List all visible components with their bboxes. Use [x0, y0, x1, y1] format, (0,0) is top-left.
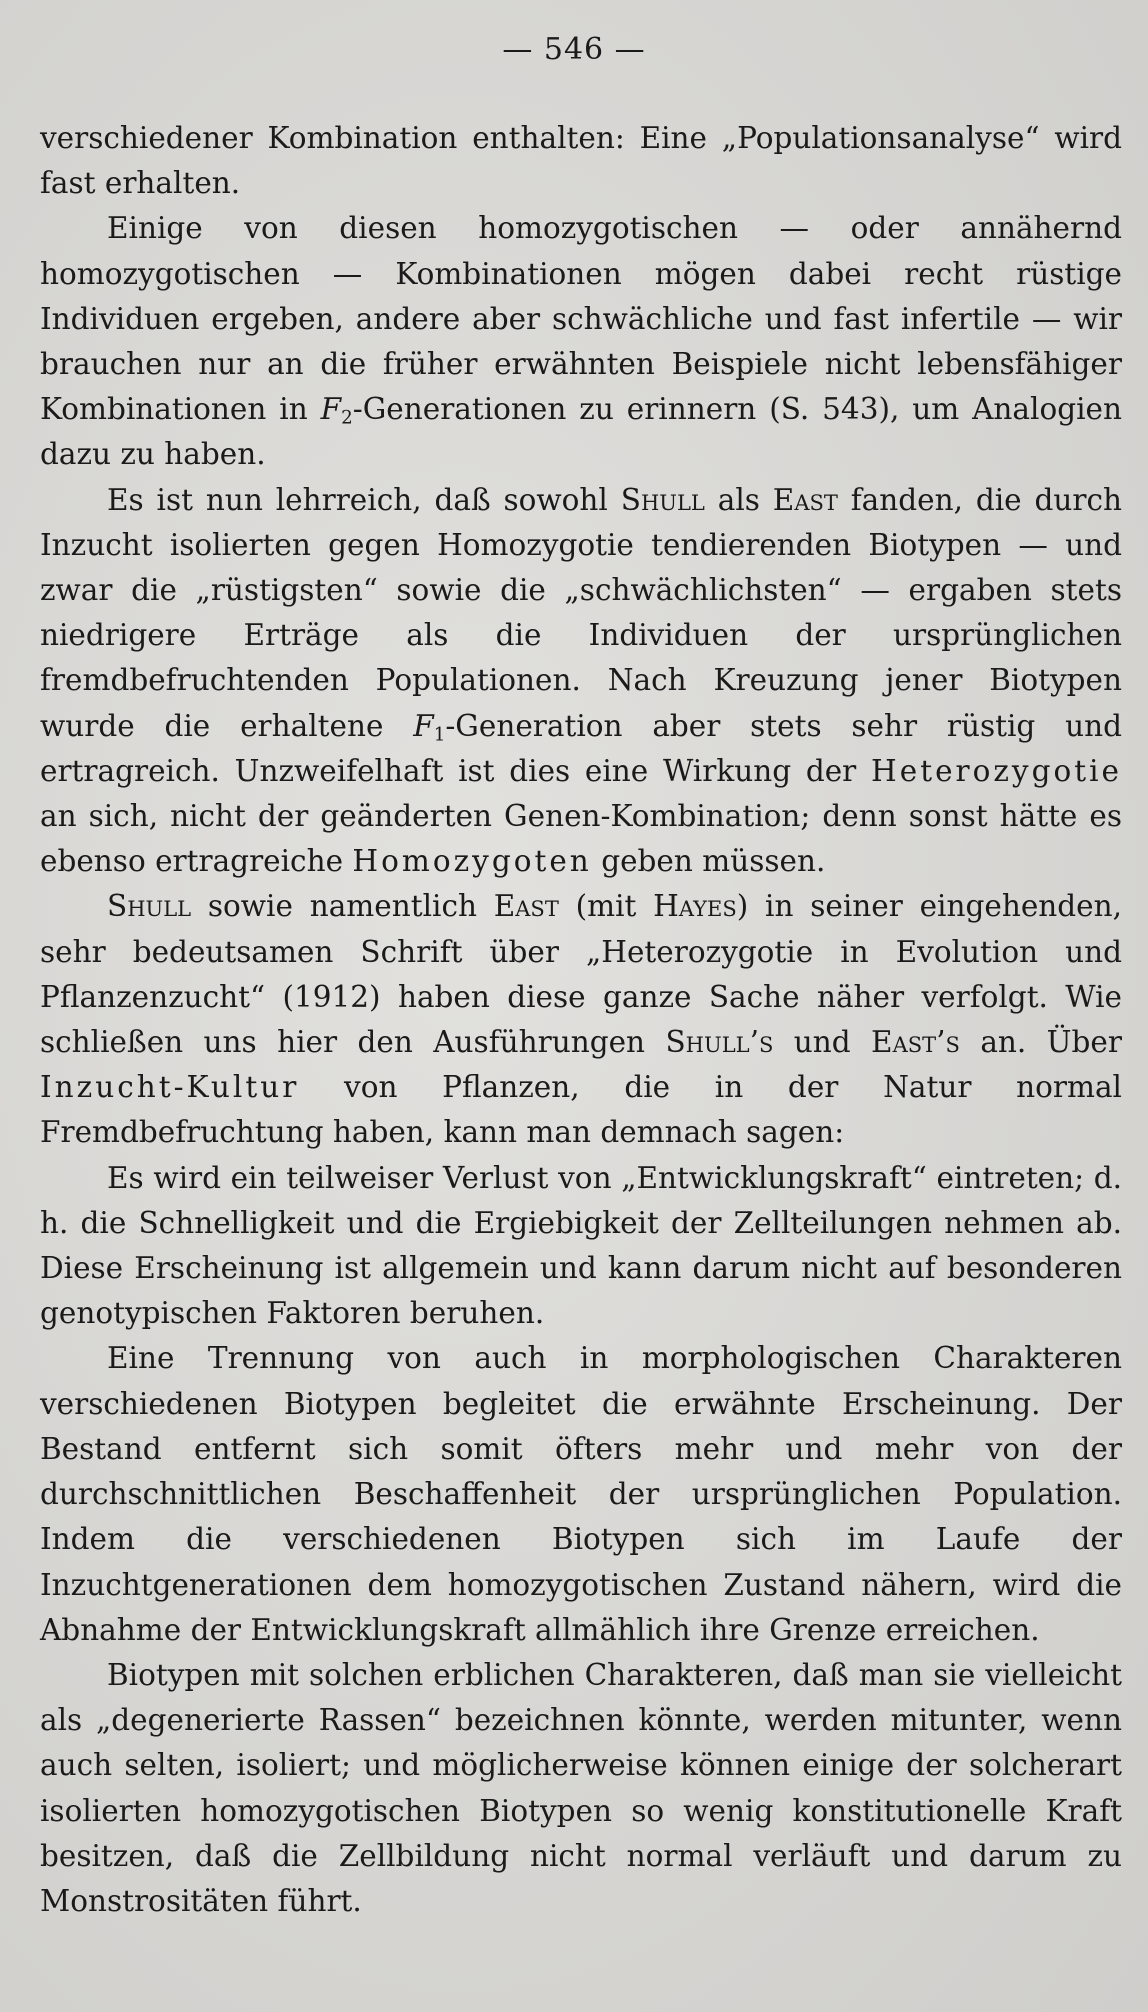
author-name: Shull’s	[665, 1025, 774, 1060]
text-run: geben müssen.	[591, 844, 826, 879]
paragraph-5	[40, 1156, 1122, 1337]
text-run: als	[704, 482, 773, 517]
subscript-run: 1	[433, 724, 446, 746]
text-run: -Generation aber stets sehr rüstig und ertragreich. Unzweifelhaft ist dies eine Wirkung der	[40, 708, 1122, 788]
paragraph-3	[40, 478, 1122, 885]
text-run: Es ist nun lehrreich, daß sowohl	[107, 482, 621, 517]
paragraph-7	[40, 1653, 1122, 1924]
author-name: East	[772, 482, 838, 517]
text-run: Einige von diesen homozygotischen — oder annähernd homozygotischen — Kombinationen mögen dabei recht rüstige Individuen ergeben, andere aber schwächliche und fast infertile — wir brauchen nur an die früher erwähnten Beispiele nicht lebensfähiger Kombinationen in	[40, 211, 1122, 427]
text-run: und	[773, 1025, 872, 1060]
text-run: (mit	[558, 889, 654, 924]
author-name: Shull	[620, 482, 705, 517]
paragraph-2	[40, 206, 1122, 477]
text-run: Eine Trennung von auch in morphologischen Charakteren verschiedenen Biotypen begleitet die erwähnte Erscheinung. Der Bestand entfernt sich somit öfters mehr und mehr von der durchschnittlichen Beschaffenheit der ursprünglichen Population. Indem die verschiedenen Biotypen sich im Laufe der Inzuchtgenerationen dem homozygotischen Zustand nähern, wird die Abnahme der Entwicklungskraft allmählich ihre Grenze erreichen.	[40, 1341, 1122, 1647]
text-run: ) in seiner eingehenden, sehr bedeutsamen Schrift über „Heterozygotie in Evolution und Pflanzenzucht“ (1912) haben diese ganze Sache näher verfolgt. Wie schließen uns hier den Ausführungen	[40, 889, 1123, 1060]
text-run: -Generationen zu erinnern (S. 543), um Analogien dazu zu haben.	[40, 392, 1122, 472]
text-run: an. Über	[959, 1025, 1122, 1060]
text-run: an sich, nicht der geänderten Genen-Kombination; denn sonst hätte es ebenso ertragreiche	[40, 799, 1122, 879]
spaced-emphasis: Homozygoten	[352, 844, 592, 879]
text-run: von Pflanzen, die in der Natur normal Fremdbefruchtung haben, kann man demnach sagen:	[40, 1070, 1122, 1150]
italic-run: F	[320, 392, 342, 427]
text-run: verschiedener Kombination enthalten: Eine „Populationsanalyse“ wird fast erhalten.	[40, 121, 1122, 201]
text-run: sowie namentlich	[191, 889, 494, 924]
paragraph-1	[40, 116, 1122, 206]
italic-run: F	[413, 708, 434, 743]
author-name: East	[493, 889, 559, 924]
text-run: fanden, die durch Inzucht isolierten gegen Homozygotie tendierenden Biotypen — und zwar die „rüstigsten“ sowie die „schwächlichsten“ — ergaben stets niedrigere Erträge als die Individuen der ursprünglichen fremdbefruchtenden Populationen. Nach Kreuzung jener Biotypen wurde die erhaltene	[40, 482, 1122, 743]
paragraph-4	[40, 884, 1122, 1155]
subscript-run: 2	[341, 407, 353, 429]
page-number: — 546 —	[502, 32, 646, 67]
paragraph-6	[40, 1336, 1122, 1652]
author-name: Hayes	[653, 889, 737, 924]
text-run: Biotypen mit solchen erblichen Charakteren, daß man sie vielleicht als „degenerierte Rassen“ bezeichnen könnte, werden mitunter, wenn auch selten, isoliert; und möglicherweise können einige der solcherart isolierten homozygotischen Biotypen so wenig konstitutionelle Kraft besitzen, daß die Zellbildung nicht normal verläuft und darum zu Monstrositäten führt.	[40, 1657, 1122, 1918]
spaced-emphasis: Heterozygotie	[871, 753, 1122, 788]
author-name: East’s	[871, 1025, 960, 1060]
spaced-emphasis: Inzucht-Kultur	[40, 1070, 300, 1105]
body-text	[40, 116, 1122, 1924]
author-name: Shull	[107, 889, 192, 924]
text-run: Es wird ein teilweiser Verlust von „Entwicklungskraft“ eintreten; d. h. die Schnelligkeit und die Ergiebigkeit der Zellteilungen nehmen ab. Diese Erscheinung ist allgemein und kann darum nicht auf besonderen genotypischen Faktoren beruhen.	[40, 1160, 1122, 1331]
